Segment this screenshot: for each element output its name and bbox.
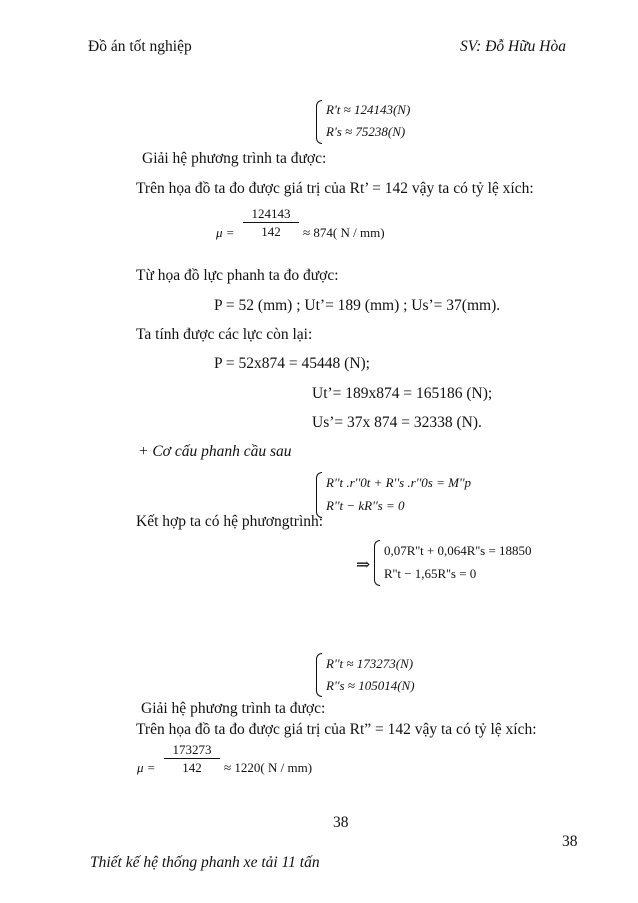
text-solve2: Giải hệ phương trình ta được: [141,700,326,717]
calc-p: P = 52x874 = 45448 (N); [214,355,370,372]
text-measure: Từ họa đồ lực phanh ta đo được: [136,267,339,284]
equation-system1: 0,07R''t + 0,064R''s = 18850 [384,543,532,558]
mu1-result: ≈ 874( N / mm) [303,225,385,240]
text-calc: Ta tính được các lực còn lại: [136,326,313,343]
brace-block3 [374,540,380,586]
fraction-bar [164,758,220,759]
mu2-denominator: 142 [182,760,202,775]
mu1-fraction [243,206,299,239]
text-values: P = 52 (mm) ; Ut’= 189 (mm) ; Us’= 37(mm). [214,297,501,314]
mu2-symbol: μ = [137,760,156,775]
brace-block1 [316,100,322,144]
mu2-fraction [164,742,220,775]
mu1-symbol: μ = [216,225,235,240]
text-scale1: Trên họa đồ ta đo được giá trị của Rt’ = 142 vậy ta có tỷ lệ xích: [136,180,534,197]
rear-heading: + Cơ cấu phanh cầu sau [138,443,292,460]
equation-system2: R''t − 1,65R''s = 0 [384,566,477,581]
implies-arrow: ⇒ [356,555,371,574]
mu2-numerator: 173273 [172,742,212,757]
text-combine: Kết hợp ta có hệ phươngtrình: [136,513,324,530]
footer-title: Thiết kế hệ thống phanh xe tải 11 tấn [90,854,320,871]
text-solve1: Giải hệ phương trình ta được: [142,150,327,167]
equation-ratio: R''t − kR''s = 0 [326,498,405,513]
calc-ut: Ut’= 189x874 = 165186 (N); [312,385,493,402]
page-number-center: 38 [333,814,349,831]
equation-rt2: R''t ≈ 173273(N) [326,656,414,671]
calc-us: Us’= 37x 874 = 32338 (N). [312,414,482,431]
equation-rs2: R''s ≈ 105014(N) [326,678,415,693]
equation-rt1: R't ≈ 124143(N) [326,102,411,117]
mu2-result: ≈ 1220( N / mm) [224,760,313,775]
equation-rs1: R's ≈ 75238(N) [326,124,406,139]
header-right: SV: Đỗ Hữu Hòa [459,38,566,55]
header-left: Đồ án tốt nghiệp [88,38,192,55]
fraction-bar [243,222,299,223]
equation-moment: R''t .r''0t + R''s .r''0s = M''p [326,475,472,490]
mu1-numerator: 124143 [251,206,291,221]
brace-block2 [316,472,322,518]
text-scale2: Trên họa đồ ta đo được giá trị của Rt” = 142 vậy ta có tỷ lệ xích: [136,721,537,738]
brace-block4 [316,653,322,697]
mu1-denominator: 142 [261,224,281,239]
page-number-right: 38 [562,833,578,850]
